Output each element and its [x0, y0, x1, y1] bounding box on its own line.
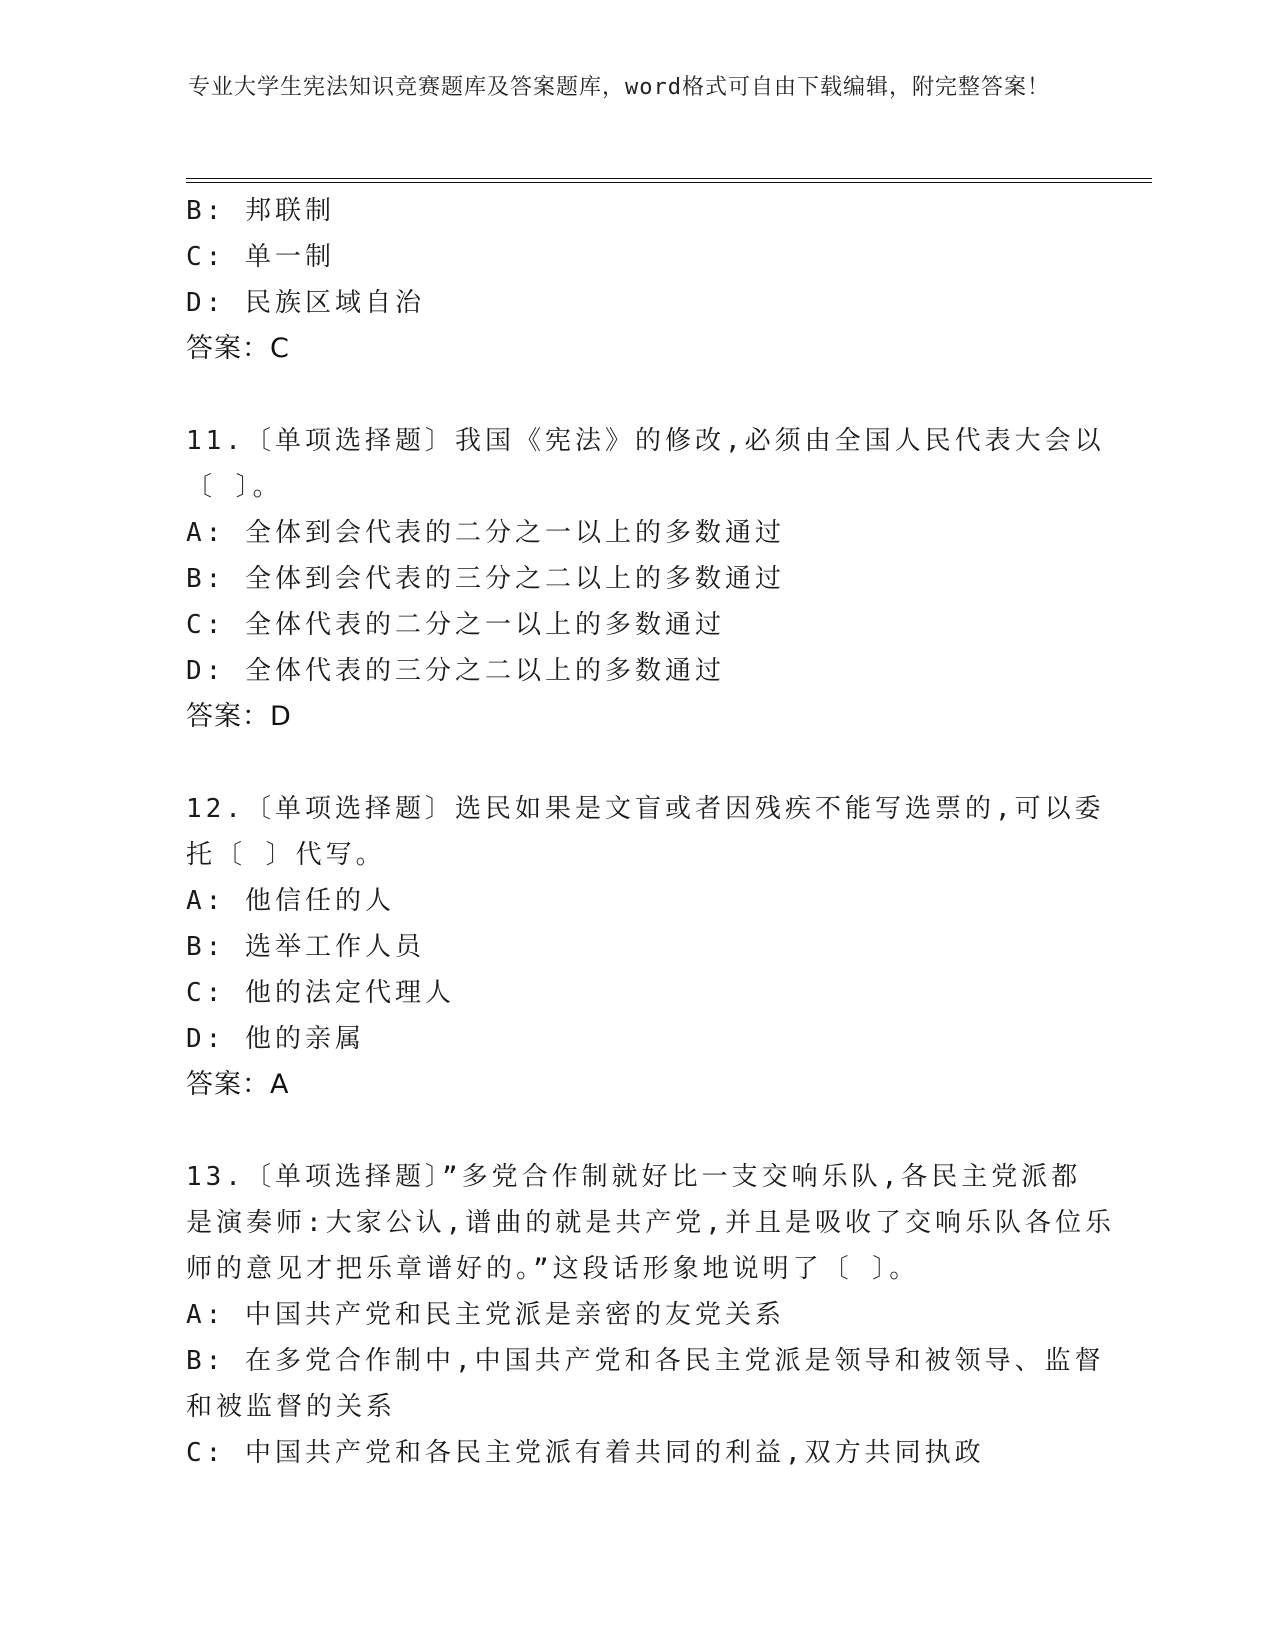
header-rule-bottom [186, 182, 1152, 183]
question-11 [186, 418, 1105, 740]
question-stem-line: 13.〔单项选择题〕”多党合作制就好比一支交响乐队,各民主党派都 [186, 1162, 1082, 1192]
spacer [186, 372, 1086, 418]
question-13 [186, 1154, 1115, 1476]
answer-line: 答案：C [186, 333, 290, 364]
question-stem-line: 师的意见才把乐章谱好的。”这段话形象地说明了〔 〕。 [186, 1254, 920, 1284]
question-stem-line: 11.〔单项选择题〕我国《宪法》的修改,必须由全国人民代表大会以 [186, 426, 1105, 456]
option-c: C: 中国共产党和各民主党派有着共同的利益,双方共同执政 [186, 1438, 985, 1468]
answer-line: 答案：A [186, 1069, 290, 1100]
option-b: B: 全体到会代表的三分之二以上的多数通过 [186, 564, 785, 594]
option-d: D: 民族区域自治 [186, 288, 425, 318]
question-stem-line: 托〔 〕代写。 [186, 840, 386, 870]
option-b: B: 在多党合作制中,中国共产党和各民主党派是领导和被领导、监督 [186, 1346, 1105, 1376]
option-a: A: 中国共产党和民主党派是亲密的友党关系 [186, 1300, 785, 1330]
question-10-continued [186, 188, 1086, 372]
option-c: C: 他的法定代理人 [186, 978, 455, 1008]
header-rule-top [186, 178, 1152, 179]
option-a: A: 全体到会代表的二分之一以上的多数通过 [186, 518, 785, 548]
option-b-continued: 和被监督的关系 [186, 1392, 397, 1422]
option-c: C: 全体代表的二分之一以上的多数通过 [186, 610, 725, 640]
question-stem-line: 是演奏师:大家公认,谱曲的就是共产党,并且是吸收了交响乐队各位乐 [186, 1208, 1115, 1238]
option-b: B: 选举工作人员 [186, 932, 425, 962]
answer-line: 答案：D [186, 701, 292, 732]
option-d: D: 他的亲属 [186, 1024, 365, 1054]
option-a: A: 他信任的人 [186, 886, 395, 916]
question-stem-line: 12.〔单项选择题〕选民如果是文盲或者因残疾不能写选票的,可以委 [186, 794, 1105, 824]
question-stem-line: 〔 〕。 [186, 472, 283, 502]
option-d: D: 全体代表的三分之二以上的多数通过 [186, 656, 725, 686]
question-list [186, 188, 1115, 1476]
spacer [186, 1108, 1086, 1154]
option-c: C: 单一制 [186, 242, 335, 272]
question-12 [186, 786, 1105, 1108]
option-b: B: 邦联制 [186, 196, 335, 226]
document-header: 专业大学生宪法知识竞赛题库及答案题库，word格式可自由下载编辑，附完整答案！ [188, 75, 1050, 100]
spacer [186, 740, 1086, 786]
